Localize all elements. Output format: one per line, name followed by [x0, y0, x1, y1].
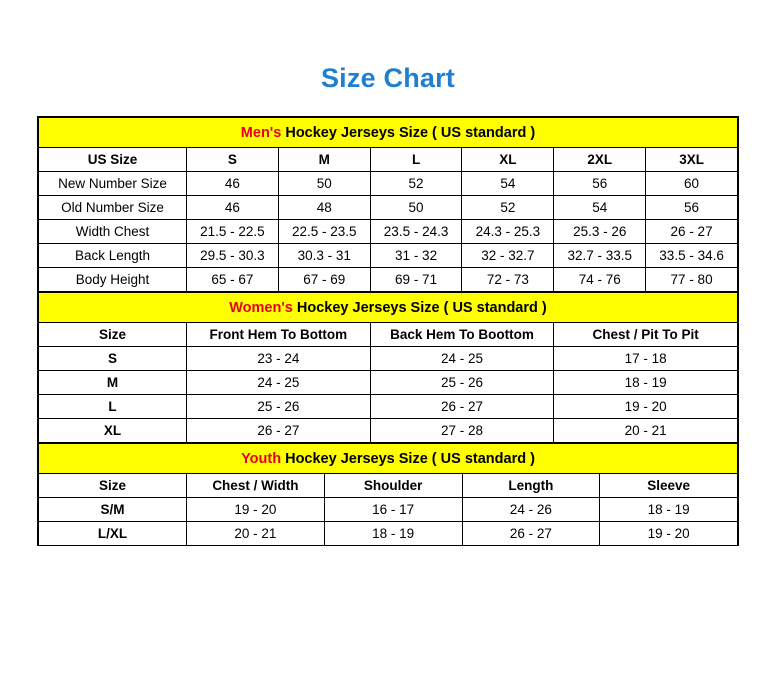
cell: 50: [370, 196, 462, 220]
col-header: Front Hem To Bottom: [187, 323, 371, 347]
table-header-row: [39, 148, 738, 172]
col-header: Chest / Width: [187, 474, 325, 498]
row-label: Back Length: [39, 244, 187, 268]
row-label: Width Chest: [39, 220, 187, 244]
cell: 24 - 26: [462, 498, 600, 522]
col-header: 2XL: [554, 148, 646, 172]
table-row: [39, 522, 738, 546]
table-row: [39, 371, 738, 395]
cell: 74 - 76: [554, 268, 646, 292]
cell: 54: [462, 172, 554, 196]
table-row: [39, 419, 738, 443]
cell: 27 - 28: [370, 419, 554, 443]
cell: 16 - 17: [324, 498, 462, 522]
cell: 56: [646, 196, 738, 220]
col-header: Size: [39, 323, 187, 347]
cell: 52: [370, 172, 462, 196]
cell: 26 - 27: [370, 395, 554, 419]
page-title: Size Chart: [320, 63, 456, 93]
row-label: XL: [39, 419, 187, 443]
cell: 24 - 25: [187, 371, 371, 395]
col-header: 3XL: [646, 148, 738, 172]
col-header: Back Hem To Boottom: [370, 323, 554, 347]
table-row: [39, 268, 738, 292]
table-row: [39, 244, 738, 268]
table-row: [39, 395, 738, 419]
cell: 77 - 80: [646, 268, 738, 292]
row-label: New Number Size: [39, 172, 187, 196]
cell: 69 - 71: [370, 268, 462, 292]
cell: 18 - 19: [600, 498, 738, 522]
youth-band-rest: Hockey Jerseys Size ( US standard ): [281, 450, 535, 467]
womens-band: [39, 293, 738, 323]
table-header-row: [39, 474, 738, 498]
youth-band: [39, 444, 738, 474]
row-label: Old Number Size: [39, 196, 187, 220]
cell: 67 - 69: [278, 268, 370, 292]
womens-band-rest: Hockey Jerseys Size ( US standard ): [292, 299, 547, 316]
cell: 65 - 67: [187, 268, 279, 292]
cell: 18 - 19: [324, 522, 462, 546]
col-header: Size: [39, 474, 187, 498]
col-header: S: [187, 148, 279, 172]
cell: 20 - 21: [554, 419, 738, 443]
cell: 26 - 27: [187, 419, 371, 443]
youth-band-highlight: Youth: [241, 450, 282, 467]
cell: 21.5 - 22.5: [187, 220, 279, 244]
col-header: M: [278, 148, 370, 172]
cell: 23 - 24: [187, 347, 371, 371]
cell: 19 - 20: [554, 395, 738, 419]
youth-size-table: [38, 443, 738, 546]
mens-band: [39, 118, 738, 148]
cell: 25 - 26: [370, 371, 554, 395]
cell: 19 - 20: [600, 522, 738, 546]
cell: 60: [646, 172, 738, 196]
cell: 50: [278, 172, 370, 196]
size-tables: [37, 116, 739, 546]
mens-band-highlight: Men's: [240, 124, 282, 141]
mens-size-table: [38, 117, 738, 292]
cell: 20 - 21: [187, 522, 325, 546]
cell: 18 - 19: [554, 371, 738, 395]
row-label: L: [39, 395, 187, 419]
col-header: L: [370, 148, 462, 172]
section-band-row: [39, 444, 738, 474]
table-row: [39, 220, 738, 244]
col-header: Chest / Pit To Pit: [554, 323, 738, 347]
section-band-row: [39, 118, 738, 148]
cell: 46: [187, 172, 279, 196]
cell: 31 - 32: [370, 244, 462, 268]
cell: 19 - 20: [187, 498, 325, 522]
womens-band-highlight: Women's: [229, 299, 293, 316]
cell: 32.7 - 33.5: [554, 244, 646, 268]
cell: 56: [554, 172, 646, 196]
cell: 46: [187, 196, 279, 220]
cell: 33.5 - 34.6: [646, 244, 738, 268]
row-label: Body Height: [39, 268, 187, 292]
col-header: Shoulder: [324, 474, 462, 498]
table-row: [39, 196, 738, 220]
cell: 25 - 26: [187, 395, 371, 419]
table-row: [39, 498, 738, 522]
cell: 52: [462, 196, 554, 220]
cell: 22.5 - 23.5: [278, 220, 370, 244]
row-label: S/M: [39, 498, 187, 522]
cell: 29.5 - 30.3: [187, 244, 279, 268]
row-label: L/XL: [39, 522, 187, 546]
row-label: M: [39, 371, 187, 395]
cell: 54: [554, 196, 646, 220]
cell: 24.3 - 25.3: [462, 220, 554, 244]
col-header: US Size: [39, 148, 187, 172]
col-header: XL: [462, 148, 554, 172]
cell: 23.5 - 24.3: [370, 220, 462, 244]
cell: 25.3 - 26: [554, 220, 646, 244]
cell: 32 - 32.7: [462, 244, 554, 268]
mens-band-rest: Hockey Jerseys Size ( US standard ): [281, 124, 536, 141]
cell: 26 - 27: [462, 522, 600, 546]
womens-size-table: [38, 292, 738, 443]
cell: 48: [278, 196, 370, 220]
table-row: [39, 172, 738, 196]
col-header: Length: [462, 474, 600, 498]
cell: 26 - 27: [646, 220, 738, 244]
table-header-row: [39, 323, 738, 347]
cell: 17 - 18: [554, 347, 738, 371]
table-row: [39, 347, 738, 371]
cell: 72 - 73: [462, 268, 554, 292]
col-header: Sleeve: [600, 474, 738, 498]
section-band-row: [39, 293, 738, 323]
row-label: S: [39, 347, 187, 371]
cell: 24 - 25: [370, 347, 554, 371]
cell: 30.3 - 31: [278, 244, 370, 268]
